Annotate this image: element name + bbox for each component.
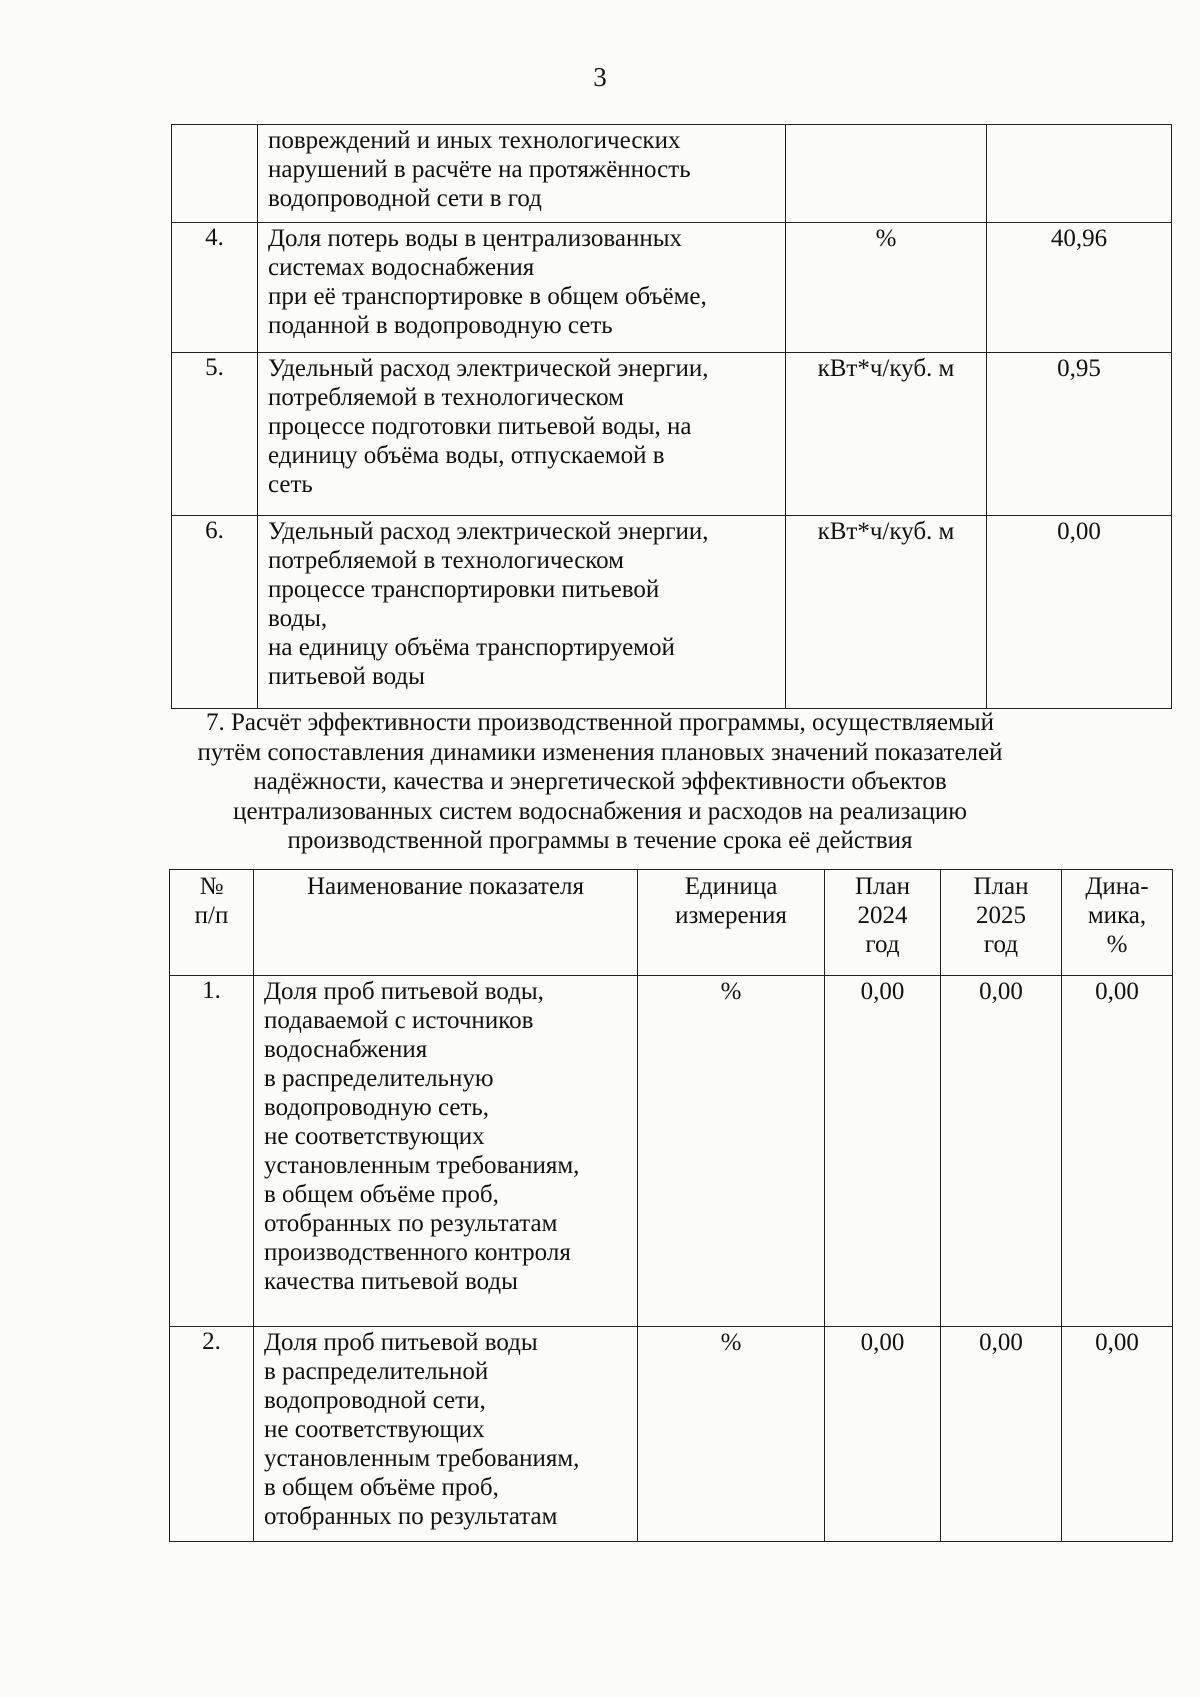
value-cell: 40,96	[987, 223, 1172, 353]
table-row	[170, 976, 1173, 1327]
indicators-table-continued	[171, 124, 1172, 709]
row-number: 5.	[172, 353, 258, 516]
unit-cell: %	[638, 976, 825, 1327]
unit-cell: %	[638, 1327, 825, 1542]
value-cell	[987, 125, 1172, 223]
unit-cell	[786, 125, 987, 223]
dynamics-cell: 0,00	[1062, 976, 1173, 1327]
row-number: 6.	[172, 516, 258, 709]
unit-cell: кВт*ч/куб. м	[786, 353, 987, 516]
plan-2025-cell: 0,00	[941, 1327, 1062, 1542]
row-number	[172, 125, 258, 223]
indicator-name: Доля потерь воды в централизованных системах водоснабжения при её транспортировке в общем объёме, поданной в водопроводную сеть	[258, 223, 786, 353]
efficiency-table	[169, 869, 1173, 1542]
value-cell: 0,00	[987, 516, 1172, 709]
dynamics-cell: 0,00	[1062, 1327, 1173, 1542]
unit-cell: %	[786, 223, 987, 353]
header-num: № п/п	[170, 870, 254, 976]
indicator-name: Доля проб питьевой воды в распределительной водопроводной сети, не соответствующих установленным требованиям, в общем объёме проб, отобранных по результатам	[254, 1327, 638, 1542]
row-number: 4.	[172, 223, 258, 353]
table-header-row	[170, 870, 1173, 976]
section-7-heading: 7. Расчёт эффективности производственной программы, осуществляемый путём сопоставления динамики изменения плановых значений показателей надёжности, качества и энергетической эффективности объектов централизованных систем водоснабжения и расходов на реализацию производственной программы в течение срока её действия	[197, 709, 1003, 854]
table-row	[172, 353, 1172, 516]
table-row	[172, 516, 1172, 709]
plan-2024-cell: 0,00	[825, 976, 941, 1327]
row-number: 2.	[170, 1327, 254, 1542]
table-row	[172, 125, 1172, 223]
plan-2025-cell: 0,00	[941, 976, 1062, 1327]
indicator-name: повреждений и иных технологических нарушений в расчёте на протяжённость водопроводной сети в год	[258, 125, 786, 223]
header-unit: Единица измерения	[638, 870, 825, 976]
value-cell: 0,95	[987, 353, 1172, 516]
header-plan-2024: План 2024 год	[825, 870, 941, 976]
indicator-name: Доля проб питьевой воды, подаваемой с источников водоснабжения в распределительную водопроводную сеть, не соответствующих установленным требованиям, в общем объёме проб, отобранных по результатам производственного контроля качества питьевой воды	[254, 976, 638, 1327]
row-number: 1.	[170, 976, 254, 1327]
indicator-name: Удельный расход электрической энергии, потребляемой в технологическом процессе транспортировки питьевой воды, на единицу объёма транспортируемой питьевой воды	[258, 516, 786, 709]
header-name: Наименование показателя	[254, 870, 638, 976]
indicator-name: Удельный расход электрической энергии, потребляемой в технологическом процессе подготовки питьевой воды, на единицу объёма воды, отпускаемой в сеть	[258, 353, 786, 516]
table-row	[172, 223, 1172, 353]
table-row	[170, 1327, 1173, 1542]
unit-cell: кВт*ч/куб. м	[786, 516, 987, 709]
header-plan-2025: План 2025 год	[941, 870, 1062, 976]
header-dynamics: Дина- мика, %	[1062, 870, 1173, 976]
plan-2024-cell: 0,00	[825, 1327, 941, 1542]
page-number: 3	[593, 62, 607, 92]
